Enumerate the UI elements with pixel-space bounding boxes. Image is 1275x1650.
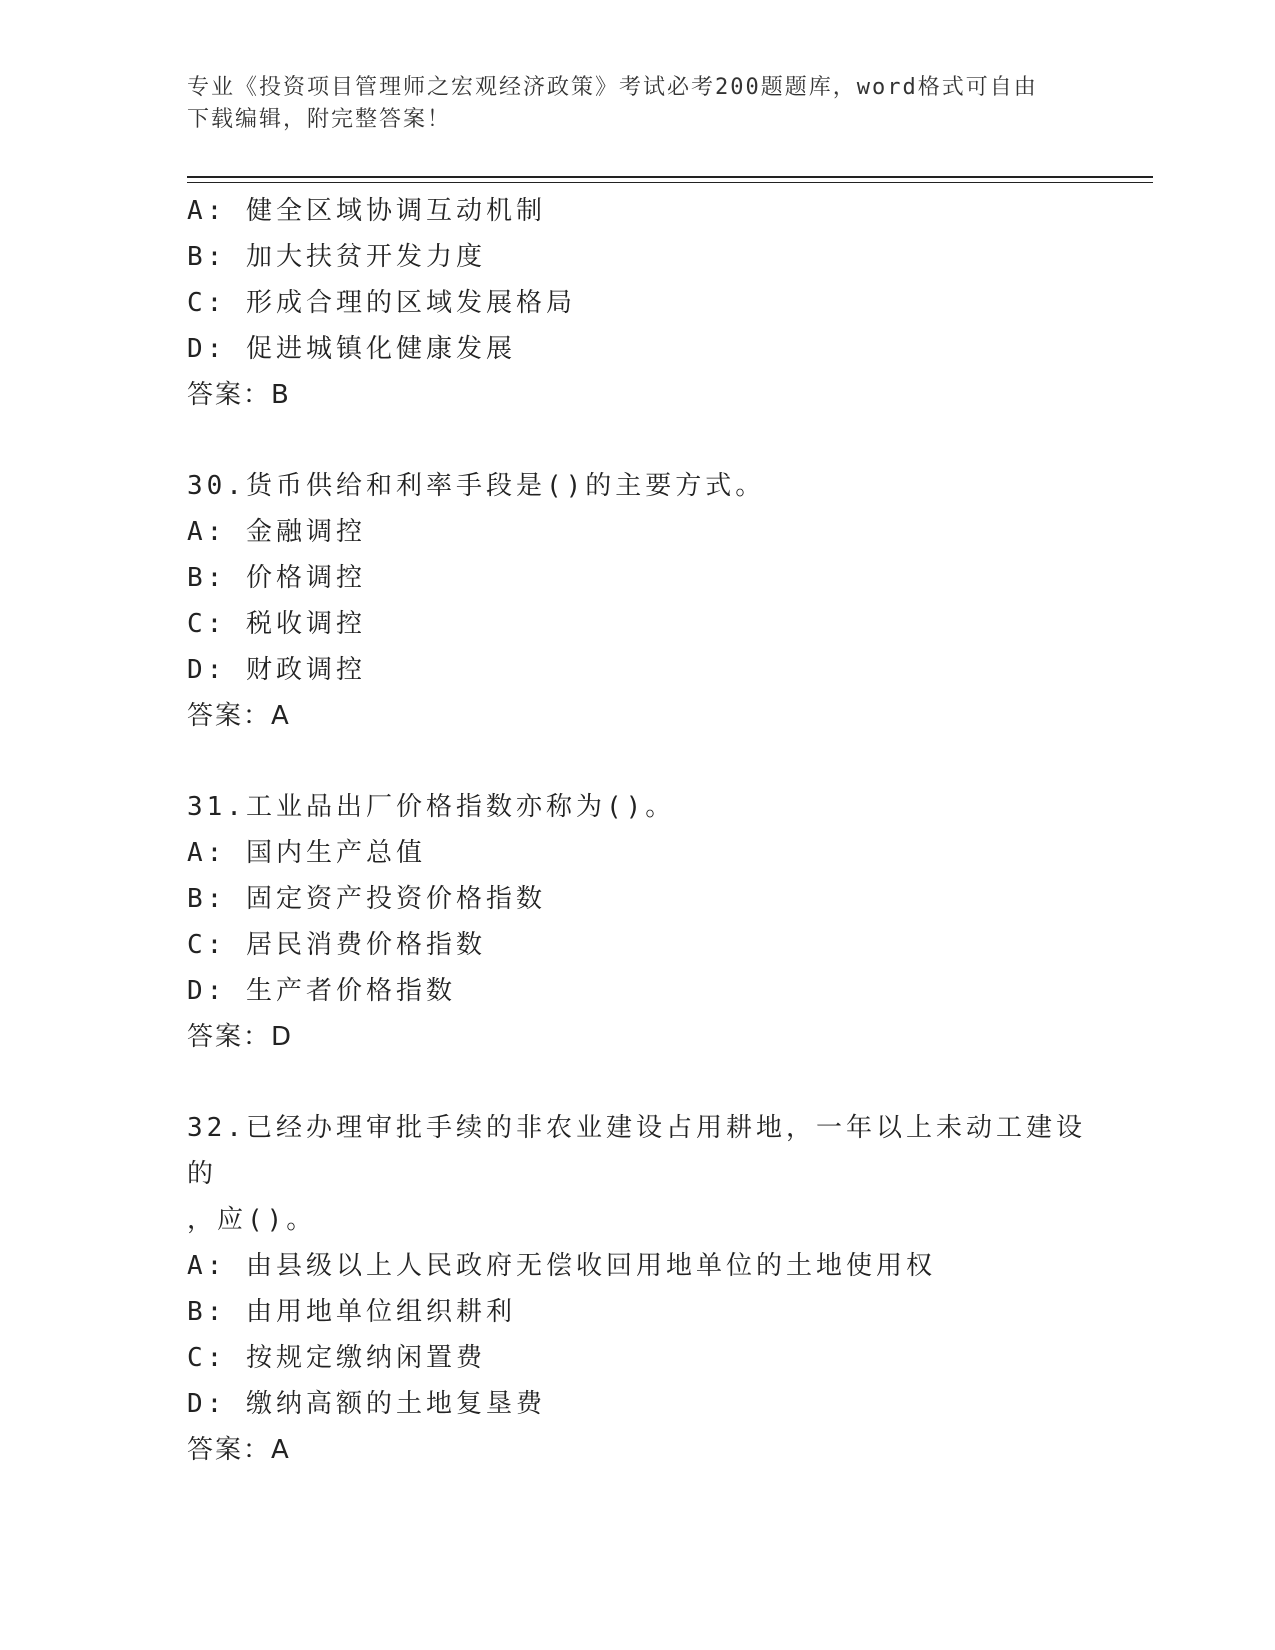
answer-line: 答案：D <box>187 1022 294 1052</box>
option-b <box>187 555 1087 601</box>
option-label: C: <box>187 1343 227 1373</box>
option-label: C: <box>187 930 227 960</box>
question-title: 30.货币供给和利率手段是()的主要方式。 <box>187 471 766 501</box>
option-text: 促进城镇化健康发展 <box>245 334 516 364</box>
question-title-line-1: 32.已经办理审批手续的非农业建设占用耕地，一年以上未动工建设的 <box>187 1113 1086 1189</box>
question-block-31 <box>187 784 1087 1060</box>
option-c <box>187 601 1087 647</box>
option-label: D: <box>187 1389 227 1419</box>
option-label: B: <box>187 242 227 272</box>
option-text: 由用地单位组织耕利 <box>245 1297 516 1327</box>
header-line-2: 下载编辑，附完整答案！ <box>187 107 452 132</box>
header-divider-thin <box>187 182 1153 183</box>
spacer <box>187 418 1087 463</box>
option-label: B: <box>187 884 227 914</box>
option-c <box>187 922 1087 968</box>
option-label: A: <box>187 838 227 868</box>
option-text: 健全区域协调互动机制 <box>245 196 546 226</box>
option-text: 税收调控 <box>245 609 366 639</box>
option-b <box>187 234 1087 280</box>
option-b <box>187 1289 1087 1335</box>
option-text: 按规定缴纳闲置费 <box>245 1343 486 1373</box>
option-text: 价格调控 <box>245 563 366 593</box>
option-text: 居民消费价格指数 <box>245 930 486 960</box>
option-text: 加大扶贫开发力度 <box>245 242 486 272</box>
option-label: D: <box>187 655 227 685</box>
header-divider-thick <box>187 176 1153 178</box>
header-line-1: 专业《投资项目管理师之宏观经济政策》考试必考200题题库，word格式可自由 <box>187 75 1038 100</box>
option-a <box>187 830 1087 876</box>
option-a <box>187 188 1087 234</box>
question-title-line-2: ，应()。 <box>187 1205 317 1235</box>
option-d <box>187 326 1087 372</box>
spacer <box>187 739 1087 784</box>
option-b <box>187 876 1087 922</box>
option-label: C: <box>187 609 227 639</box>
option-label: D: <box>187 976 227 1006</box>
option-text: 由县级以上人民政府无偿收回用地单位的土地使用权 <box>245 1251 936 1281</box>
option-text: 国内生产总值 <box>245 838 426 868</box>
option-text: 固定资产投资价格指数 <box>245 884 546 914</box>
answer-line: 答案：B <box>187 380 291 410</box>
option-d <box>187 1381 1087 1427</box>
option-a <box>187 509 1087 555</box>
answer-line: 答案：A <box>187 1435 291 1465</box>
option-d <box>187 968 1087 1014</box>
option-label: B: <box>187 563 227 593</box>
option-text: 财政调控 <box>245 655 366 685</box>
question-block-32 <box>187 1105 1087 1473</box>
option-label: B: <box>187 1297 227 1327</box>
document-header <box>187 72 1087 136</box>
option-a <box>187 1243 1087 1289</box>
question-block-30 <box>187 463 1087 739</box>
question-block-prev <box>187 188 1087 418</box>
option-label: D: <box>187 334 227 364</box>
option-text: 形成合理的区域发展格局 <box>245 288 576 318</box>
answer-line: 答案：A <box>187 701 291 731</box>
option-text: 缴纳高额的土地复垦费 <box>245 1389 546 1419</box>
question-title: 31.工业品出厂价格指数亦称为()。 <box>187 792 676 822</box>
option-label: C: <box>187 288 227 318</box>
spacer <box>187 1060 1087 1105</box>
option-d <box>187 647 1087 693</box>
question-list <box>187 188 1087 1473</box>
option-c <box>187 280 1087 326</box>
option-text: 金融调控 <box>245 517 366 547</box>
option-label: A: <box>187 517 227 547</box>
option-label: A: <box>187 1251 227 1281</box>
option-label: A: <box>187 196 227 226</box>
option-text: 生产者价格指数 <box>245 976 456 1006</box>
option-c <box>187 1335 1087 1381</box>
